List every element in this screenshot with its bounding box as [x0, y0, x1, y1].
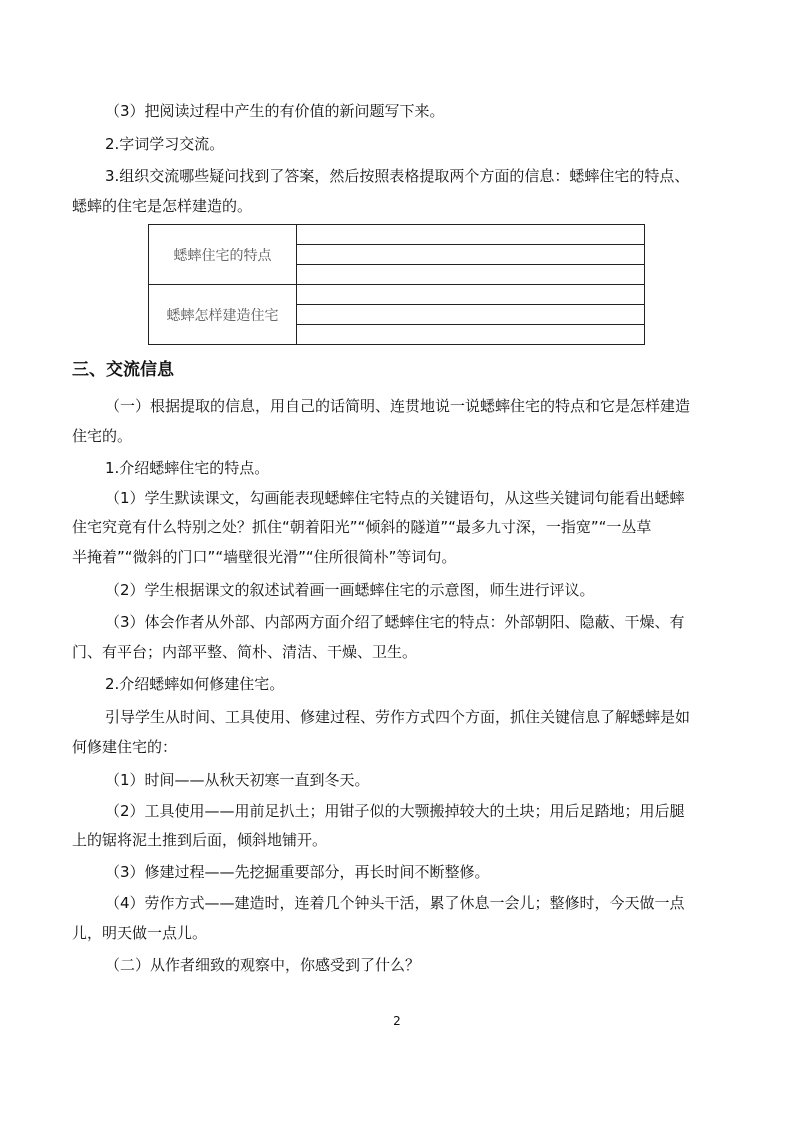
- paragraph: （4）劳作方式——建造时，连着几个钟头干活，累了休息一会儿；整修时，今天做一点: [105, 894, 685, 912]
- paragraph: 何修建住宅的：: [72, 738, 178, 756]
- blank-line: [297, 265, 645, 285]
- table-label-building: 蟋蟀怎样建造住宅: [149, 285, 297, 345]
- blank-line: [297, 305, 645, 325]
- paragraph: （3）体会作者从外部、内部两方面介绍了蟋蟀住宅的特点：外部朝阳、隐蔽、干燥、有: [105, 613, 685, 631]
- paragraph: 住宅的。: [72, 427, 133, 445]
- blank-line: [297, 225, 645, 245]
- paragraph: 2.字词学习交流。: [105, 135, 225, 153]
- blank-line: [297, 325, 645, 345]
- paragraph: （3）把阅读过程中产生的有价值的新问题写下来。: [105, 102, 445, 120]
- paragraph: 3.组织交流哪些疑问找到了答案，然后按照表格提取两个方面的信息：蟋蟀住宅的特点、: [105, 167, 690, 185]
- page-number: 2: [393, 1014, 401, 1028]
- paragraph: （一）根据提取的信息，用自己的话简明、连贯地说一说蟋蟀住宅的特点和它是怎样建造: [105, 397, 691, 415]
- paragraph: （二）从作者细致的观察中，你感受到了什么？: [105, 956, 421, 974]
- paragraph: 蟋蟀的住宅是怎样建造的。: [72, 197, 253, 215]
- table-label-features: 蟋蟀住宅的特点: [149, 225, 297, 285]
- paragraph: （1）学生默读课文，勾画能表现蟋蟀住宅特点的关键语句，从这些关键词句能看出蟋蟀: [105, 489, 685, 507]
- paragraph: 引导学生从时间、工具使用、修建过程、劳作方式四个方面，抓住关键信息了解蟋蟀是如: [105, 708, 691, 726]
- blank-line: [297, 285, 645, 305]
- paragraph: 半掩着”“微斜的门口”“墙壁很光滑”“住所很简朴”等词句。: [72, 548, 457, 566]
- paragraph: （2）学生根据课文的叙述试着画一画蟋蟀住宅的示意图，师生进行评议。: [105, 581, 595, 599]
- paragraph: 门、有平台；内部平整、简朴、清洁、干燥、卫生。: [72, 643, 418, 661]
- paragraph: （1）时间——从秋天初寒一直到冬天。: [105, 771, 370, 789]
- paragraph: 住宅究竟有什么特别之处？抓住“朝着阳光”“倾斜的隧道”“最多九寸深，一指宽”“一丛草: [72, 518, 652, 536]
- blank-line: [297, 245, 645, 265]
- paragraph: 1.介绍蟋蟀住宅的特点。: [105, 459, 270, 477]
- paragraph: 2.介绍蟋蟀如何修建住宅。: [105, 675, 285, 693]
- paragraph: 儿，明天做一点儿。: [72, 924, 208, 942]
- section-heading: 三、交流信息: [72, 360, 174, 380]
- paragraph: 上的锯将泥土推到后面，倾斜地铺开。: [72, 831, 328, 849]
- info-table: [148, 224, 645, 345]
- paragraph: （2）工具使用——用前足扒土；用钳子似的大颚搬掉较大的土块；用后足踏地；用后腿: [105, 802, 685, 820]
- paragraph: （3）修建过程——先挖掘重要部分，再长时间不断整修。: [105, 863, 490, 881]
